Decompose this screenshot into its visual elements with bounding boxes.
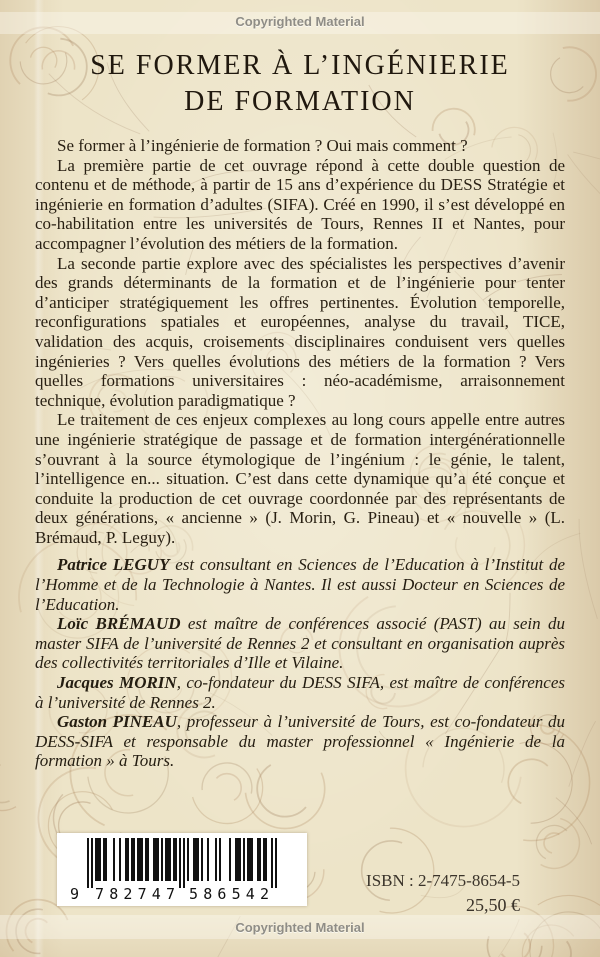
bio-text: , co-fondateur du DESS SIFA, est maître de conférences à l’université de Rennes 2. — [35, 673, 565, 712]
synopsis-paragraph: La première partie de cet ouvrage répond à cette double question de contenu et de méthode, à partir de 15 ans d’expérience du DESS Stratégie et ingénierie en formation d’adultes (SIFA). Créé en 1990, il s’est développé en co-habilitation entre les universités de Tours, Rennes II et Nantes, pour accompagner l’évolution des métiers de la formation. — [35, 155, 565, 253]
author-bios — [35, 555, 565, 771]
title-line-2: DE FORMATION — [184, 86, 416, 117]
author-name: Patrice LEGUY — [57, 555, 170, 575]
synopsis-paragraph: Se former à l’ingénierie de formation ? Oui mais comment ? — [57, 136, 468, 155]
synopsis — [35, 136, 565, 771]
isbn-label: ISBN : 2-7475-8654-5 — [366, 871, 520, 890]
svg-text:586542: 586542 — [189, 885, 269, 903]
author-name: Jacques MORIN — [57, 673, 177, 693]
author-name: Loïc BRÉMAUD — [57, 614, 181, 634]
bio-text: , professeur à l’université de Tours, est co-fondateur du DESS-SIFA et responsable du master professionnel « Ingénierie de la formation » à Tours. — [35, 712, 565, 771]
svg-text:782747: 782747 — [95, 885, 175, 903]
isbn-block — [366, 869, 520, 917]
ean13-barcode — [57, 833, 307, 906]
page-title — [0, 48, 600, 120]
author-bio — [35, 673, 565, 712]
author-bio — [35, 555, 565, 614]
price-label: 25,50 € — [466, 895, 520, 915]
copyright-top-label: Copyrighted Material — [235, 14, 365, 29]
author-name: Gaston PINEAU — [57, 712, 177, 732]
synopsis-paragraph: La seconde partie explore avec des spécialistes les perspectives d’avenir des grands déterminants de la formation et de l’ingénierie pour tenter d’anticiper stratégiquement les offres pertinentes. Évolution temporelle, reconfigurations spatiales et européennes, analyse du travail, TICE, validation des acquis, croisements disciplinaires conduisent vers quelles ingénieries ? Vers quelles évolutions des métiers de la formation ? Vers quelles formations universitaires : néo-académisme, arraisonnement technique, évolution paradigmatique ? — [35, 253, 565, 410]
author-bio — [35, 712, 565, 771]
barcode-label — [57, 833, 307, 906]
bio-text: est consultant en Sciences de l’Education à l’Institut de l’Homme et de la Technologie à Nantes. Il est aussi Docteur en Sciences de l’Education. — [35, 555, 566, 614]
author-bio — [35, 614, 565, 673]
svg-text:9: 9 — [70, 885, 80, 903]
title-line-1: SE FORMER À L’INGÉNIERIE — [90, 50, 510, 81]
synopsis-paragraph: Le traitement de ces enjeux complexes au long cours appelle entre autres une ingénierie stratégique de passage et de formation intergénérationnelle s’ouvrant à la source étymologique de l’ingénium : le génie, le talent, l’intelligence en... situation. C’est dans cette dynamique qu’a été conçue et conduite la production de cet ouvrage coordonnée par des représentants de deux générations, « ancienne » (J. Morin, G. Pineau) et « nouvelle » (L. Brémaud, P. Leguy). — [35, 410, 565, 547]
copyright-bottom-label: Copyrighted Material — [235, 920, 365, 935]
bio-text: est maître de conférences associé (PAST) au sein du master SIFA de l’université de Rennes 2 et consultant en organisation auprès des collectivités territoriales d’Ille et Vilaine. — [35, 614, 565, 673]
